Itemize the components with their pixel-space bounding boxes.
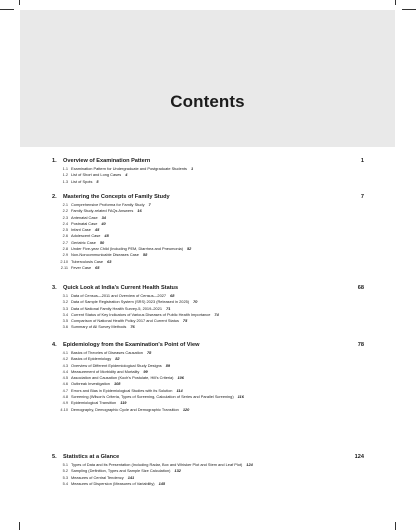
- chapter-number: 5.: [52, 454, 57, 460]
- crop-mark-br-v: [395, 522, 396, 530]
- entry-title: Epidemiological Transition: [71, 400, 117, 406]
- entry-number: 1.2: [62, 172, 68, 178]
- entry-number: 4.10: [60, 406, 68, 412]
- entry-page: 74: [214, 311, 219, 317]
- entry-title: Screening (Wilson's Criteria, Types of Screening, Calculation of Series and Parallel Screening): [71, 394, 234, 400]
- entry-page: 70: [193, 299, 198, 305]
- chapter-number: 3.: [52, 285, 57, 291]
- entry-title: Basics of Theories of Diseases Causation: [71, 350, 143, 355]
- entry-page: 16: [137, 208, 142, 214]
- crop-mark-bl-v: [19, 522, 20, 530]
- entry-page: 65: [95, 264, 100, 270]
- entry-number: 3.3: [62, 305, 68, 311]
- chapter-heading[interactable]: [52, 341, 364, 350]
- chapter-number: 1.: [52, 158, 57, 164]
- entry-number: 2.6: [62, 233, 68, 239]
- chapter-title: Mastering the Concepts of Family Study: [63, 194, 170, 200]
- toc-entry[interactable]: [52, 407, 364, 413]
- entry-number: 2.10: [60, 258, 68, 264]
- entry-title: List of Spots: [71, 178, 93, 184]
- entry-number: 4.7: [62, 387, 68, 393]
- entry-page: 89: [165, 362, 171, 368]
- chapter-page: 68: [357, 285, 364, 291]
- entry-title: Comparison of National Health Policy 2017 and Current Status: [71, 318, 179, 324]
- entry-title: Non-Noncommunicable Diseases Case: [71, 252, 139, 258]
- entry-title: Summary of All Survey Methods: [71, 324, 127, 330]
- entry-number: 1.1: [62, 166, 68, 171]
- entry-number: 2.4: [62, 220, 68, 226]
- entry-page: 82: [115, 356, 120, 362]
- entry-number: 3.1: [62, 293, 68, 298]
- entry-title: Measures of Dispersion (Measures of Variability): [71, 480, 155, 486]
- entry-number: 5.2: [62, 468, 68, 474]
- entry-page: 68: [170, 293, 175, 298]
- chapter-page: 7: [360, 194, 364, 200]
- entry-page: 45: [94, 227, 100, 233]
- entry-title: Geriatric Case: [71, 239, 96, 245]
- entry-page: 58: [142, 252, 148, 258]
- entry-number: 4.6: [62, 381, 68, 387]
- entry-title: Postnatal Case: [71, 220, 98, 226]
- entry-page: 145: [158, 480, 166, 486]
- chapter-title: Overview of Examination Pattern: [63, 158, 151, 164]
- entry-number: 3.5: [62, 318, 68, 324]
- chapter-section: [52, 157, 364, 185]
- entry-title: Measures of Central Tendency: [71, 474, 124, 480]
- entry-page: 141: [127, 474, 135, 480]
- entry-title: Antenatal Case: [71, 214, 98, 220]
- entry-title: Fever Case: [71, 264, 92, 270]
- entry-number: 2.11: [60, 264, 68, 270]
- entry-page: 63: [107, 258, 112, 264]
- chapter-heading[interactable]: [52, 157, 364, 166]
- entry-number: 4.5: [62, 375, 68, 381]
- entry-page: 40: [101, 220, 106, 226]
- entry-title: Tuberculosis Case: [71, 258, 104, 264]
- chapter-number: 4.: [52, 342, 57, 348]
- entry-title: Types of Data and its Presentation (Including Radar, Box and Whisker Plot and Stem and Leaf Plot): [71, 462, 243, 467]
- toc-entry[interactable]: [52, 324, 364, 330]
- entry-number: 2.8: [62, 246, 68, 252]
- chapter-heading[interactable]: [52, 193, 364, 202]
- entry-title: Outbreak Investigation: [71, 381, 110, 387]
- crop-mark-tl-h: [0, 9, 14, 10]
- entry-page: 76: [130, 324, 135, 330]
- entry-number: 5.1: [62, 462, 68, 467]
- entry-number: 1.3: [62, 178, 68, 184]
- entry-page: 5: [96, 178, 99, 184]
- entry-number: 5.3: [62, 474, 68, 480]
- entry-page: 132: [174, 468, 181, 474]
- entry-title: Data of Census—2011 and Overview of Census—2027: [71, 293, 167, 298]
- entry-number: 3.4: [62, 311, 68, 317]
- entry-title: Sampling (Definition, Types and Sample Size Calculation): [71, 468, 171, 474]
- entry-number: 3.2: [62, 299, 68, 305]
- toc-entry[interactable]: [52, 179, 364, 185]
- entry-title: Infant Case: [71, 227, 91, 233]
- entry-number: 5.4: [62, 480, 68, 486]
- entry-title: Adolescent Case: [71, 233, 101, 239]
- entry-title: Under Five-year Child (Including PEM, Diarrhea and Pneumonia): [71, 246, 184, 252]
- entry-number: 3.6: [62, 324, 68, 330]
- entry-title: Examination Pattern for Undergraduate and Postgraduate Students: [71, 166, 187, 171]
- entry-page: 116: [237, 394, 244, 400]
- entry-title: Comprehensive Proforma for Family Study: [71, 202, 145, 207]
- entry-page: 34: [101, 214, 106, 220]
- chapter-title: Quick Look at India's Current Health Status: [63, 285, 179, 291]
- chapter-page: 1: [360, 158, 364, 164]
- header-banner: [20, 10, 395, 147]
- entry-page: 71: [166, 305, 171, 311]
- crop-mark-tr-h: [402, 9, 416, 10]
- page-title: Contents: [170, 92, 245, 111]
- chapter-heading[interactable]: [52, 453, 364, 462]
- entry-number: 4.2: [62, 356, 68, 362]
- entry-page: 124: [246, 462, 253, 467]
- chapter-page: 124: [354, 454, 364, 460]
- entry-number: 2.7: [62, 239, 68, 245]
- chapter-section: [52, 284, 364, 331]
- entry-page: 119: [120, 400, 127, 406]
- entry-number: 4.1: [62, 350, 68, 355]
- entry-title: Current Status of Key Indicators of Various Diseases of Public Health Importance: [71, 311, 211, 317]
- entry-title: Data of Sample Registration System (SRS) 2023 (Released in 2025): [71, 299, 190, 305]
- crop-mark-tl-v: [19, 0, 20, 5]
- entry-number: 2.1: [62, 202, 68, 207]
- chapter-title: Epidemiology from the Examination's Point of View: [63, 342, 200, 348]
- entry-title: Overview of Different Epidemiological Study Designs: [71, 362, 162, 368]
- entry-title: Measurement of Morbidity and Mortality: [71, 368, 140, 374]
- entry-title: Association and Causation (Koch's Postulate, Hill's Criteria): [71, 375, 174, 381]
- entry-page: 114: [176, 387, 183, 393]
- toc-entry[interactable]: [52, 265, 364, 271]
- entry-page: 78: [146, 350, 152, 355]
- crop-mark-tr-v: [395, 0, 396, 5]
- entry-page: 52: [187, 246, 192, 252]
- entry-number: 4.3: [62, 362, 68, 368]
- entry-title: Data of National Family Health Survey-5, 2019–2021: [71, 305, 163, 311]
- entry-number: 4.4: [62, 368, 68, 374]
- chapter-heading[interactable]: [52, 284, 364, 293]
- entry-page: 4: [125, 172, 128, 178]
- chapter-page: 78: [357, 342, 364, 348]
- chapter-title: Statistics at a Glance: [63, 454, 120, 460]
- entry-page: 7: [148, 202, 151, 207]
- entry-title: Family Study-related FAQs Answers: [71, 208, 134, 214]
- entry-page: 48: [104, 233, 109, 239]
- entry-title: Demography, Demographic Cycle and Demographic Transition: [71, 406, 179, 412]
- entry-page: 1: [190, 166, 194, 171]
- chapter-number: 2.: [52, 194, 57, 200]
- chapter-section: [52, 193, 364, 271]
- entry-title: List of Short and Long Cases: [71, 172, 122, 178]
- entry-page: 108: [113, 381, 121, 387]
- toc-entry[interactable]: [52, 481, 364, 487]
- entry-number: 2.5: [62, 227, 68, 233]
- entry-number: 2.3: [62, 214, 68, 220]
- entry-number: 2.2: [62, 208, 68, 214]
- entry-page: 75: [182, 318, 188, 324]
- entry-title: Basics of Epidemiology: [71, 356, 112, 362]
- chapter-section: [52, 341, 364, 413]
- chapter-section: [52, 453, 364, 487]
- entry-number: 4.8: [62, 394, 68, 400]
- entry-number: 2.9: [62, 252, 68, 258]
- entry-title: Errors and Bias in Epidemiological Studies with its Solution: [71, 387, 173, 393]
- entry-page: 106: [177, 375, 184, 381]
- entry-page: 99: [143, 368, 148, 374]
- entry-page: 120: [182, 406, 190, 412]
- entry-number: 4.9: [62, 400, 68, 406]
- entry-page: 50: [99, 239, 105, 245]
